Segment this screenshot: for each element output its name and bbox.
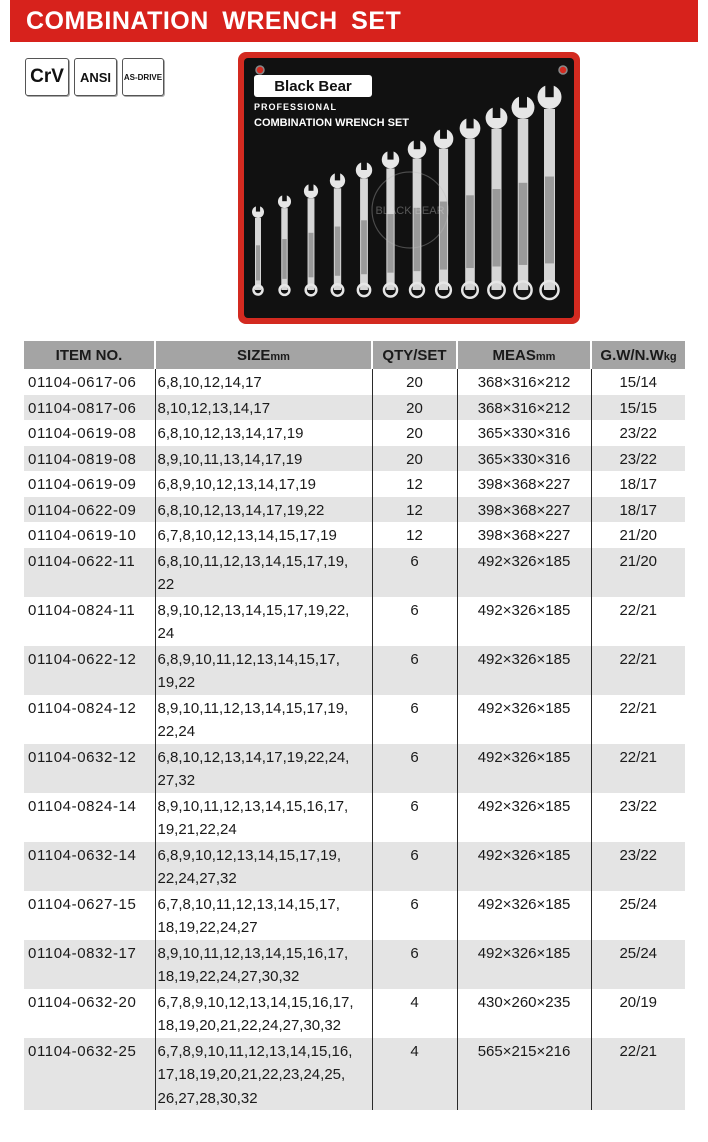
size-line: 8,10,12,13,14,17 [157, 399, 271, 417]
table-row [24, 695, 685, 744]
roll-title: COMBINATION WRENCH SET [254, 117, 410, 129]
meas-cell: 492×326×185 [457, 695, 591, 744]
item-number-cell: 01104-0617-06 [28, 374, 137, 391]
size-line: 6,7,8,10,11,12,13,14,15,17, [157, 895, 340, 913]
gw-cell: 23/22 [591, 793, 685, 842]
grommet-left [256, 66, 264, 74]
size-line: 22,24,27,32 [157, 870, 237, 887]
gw-cell: 15/14 [591, 369, 685, 395]
qty-cell: 20 [372, 369, 457, 395]
header-meas-label: MEAS [492, 346, 536, 364]
table-row [24, 891, 685, 940]
item-number-cell: 01104-0619-09 [28, 476, 137, 493]
item-number-cell: 01104-0824-11 [28, 601, 136, 619]
size-line: 22 [157, 576, 175, 593]
item-number-cell: 01104-0627-15 [28, 895, 137, 913]
gw-cell: 25/24 [591, 891, 685, 940]
item-number-cell: 01104-0632-12 [24, 744, 155, 793]
table-row [24, 522, 685, 548]
size-line: 6,8,10,12,13,14,17,19,22 [157, 501, 325, 519]
size-line: 6,7,8,9,10,12,13,14,15,16,17, [157, 993, 354, 1011]
header-size [155, 341, 372, 369]
gw-cell: 20/19 [591, 989, 685, 1038]
wrench-grip [545, 177, 554, 264]
gw-cell: 15/15 [591, 395, 685, 421]
wrench-jaw [335, 172, 340, 180]
size-cell [155, 597, 372, 646]
meas-cell: 368×316×212 [457, 369, 591, 395]
size-line: 6,8,9,10,12,13,14,17,19 [157, 476, 316, 493]
wrench-grip [256, 245, 260, 280]
item-number-cell: 01104-0619-08 [28, 425, 137, 442]
wrench-jaw [519, 95, 527, 108]
qty-cell: 20 [372, 420, 457, 446]
meas-cell: 368×316×212 [457, 395, 591, 421]
header-size-unit: mm [270, 350, 290, 363]
gw-cell: 23/22 [591, 446, 685, 472]
header-qty-label: QTY/SET [382, 346, 447, 364]
size-cell [155, 989, 372, 1038]
wrench-jaw [361, 161, 367, 170]
size-line: 22,24 [157, 723, 196, 740]
size-line: 6,8,9,10,11,12,13,14,15,17, [157, 650, 340, 668]
table-header-row [24, 341, 685, 369]
ansi-badge [74, 58, 117, 96]
table-row [24, 395, 685, 421]
size-line: 19,22 [157, 674, 196, 691]
size-line: 6,7,8,9,10,11,12,13,14,15,16, [157, 1042, 353, 1060]
wrench-jaw [309, 183, 314, 191]
size-line: 6,8,10,12,13,14,17,19 [157, 425, 304, 442]
table-row [24, 989, 685, 1038]
meas-cell: 492×326×185 [457, 548, 591, 597]
product-image [238, 52, 580, 324]
header-meas [457, 341, 591, 369]
size-cell [155, 940, 372, 989]
qty-cell: 6 [372, 891, 457, 940]
qty-cell: 6 [372, 940, 457, 989]
size-line: 18,19,22,24,27 [157, 919, 258, 936]
watermark-text: BLACK BEAR [375, 205, 445, 217]
size-line: 6,8,9,10,12,13,14,15,17,19, [157, 846, 341, 864]
size-line: 17,18,19,20,21,22,23,24,25, [157, 1066, 346, 1083]
wrench-grip [492, 189, 500, 266]
size-cell [155, 695, 372, 744]
gw-cell: 21/20 [591, 548, 685, 597]
size-cell [155, 744, 372, 793]
gw-cell: 18/17 [591, 471, 685, 497]
wrench-jaw [282, 194, 287, 201]
wrench-grip [361, 220, 367, 274]
meas-cell: 565×215×216 [457, 1038, 591, 1111]
gw-cell: 22/21 [591, 597, 685, 646]
table-row [24, 597, 685, 646]
table-row [24, 1038, 685, 1111]
meas-cell: 430×260×235 [457, 989, 591, 1038]
qty-cell: 6 [372, 695, 457, 744]
size-cell [155, 522, 372, 548]
qty-cell: 12 [372, 471, 457, 497]
size-cell [155, 1038, 372, 1111]
ansi-badge-label: ANSI [79, 69, 112, 85]
grommet-right [559, 66, 567, 74]
meas-cell: 492×326×185 [457, 940, 591, 989]
item-number-cell: 01104-0619-10 [28, 527, 137, 544]
gw-cell: 21/20 [591, 522, 685, 548]
wrench-jaw [387, 150, 393, 160]
qty-cell: 4 [372, 1038, 457, 1111]
wrench-jaw [256, 205, 260, 212]
item-number-cell: 01104-0817-06 [24, 395, 155, 421]
item-number-cell: 01104-0632-14 [24, 842, 155, 891]
table-row [24, 548, 685, 597]
qty-cell: 20 [372, 446, 457, 472]
item-number-cell: 01104-0824-14 [28, 797, 137, 815]
meas-cell: 492×326×185 [457, 597, 591, 646]
header-meas-unit: mm [535, 350, 556, 363]
roll-subtitle: PROFESSIONAL [254, 102, 338, 112]
size-line: 24 [157, 625, 175, 642]
header-gw-unit: kg [663, 350, 677, 363]
wrench-grip [519, 183, 528, 265]
meas-cell: 398×368×227 [457, 471, 591, 497]
size-line: 26,27,28,30,32 [157, 1089, 258, 1107]
size-cell [155, 395, 372, 421]
qty-cell: 20 [372, 395, 457, 421]
item-number-cell: 01104-0622-12 [24, 646, 155, 695]
meas-cell: 365×330×316 [457, 446, 591, 472]
wrench-jaw [493, 106, 501, 118]
header-size-label: SIZE [237, 346, 271, 364]
size-line: 6,7,8,10,12,13,14,15,17,19 [157, 527, 337, 544]
item-number-cell: 01104-0832-17 [24, 940, 155, 989]
title-banner [10, 0, 698, 42]
table-row [24, 471, 685, 497]
size-line: 6,8,10,12,13,14,17,19,22,24, [157, 748, 350, 766]
wrench-grip [414, 208, 421, 271]
wrench-jaw [545, 84, 553, 97]
item-number-cell: 01104-0622-11 [24, 548, 155, 597]
qty-cell: 6 [372, 646, 457, 695]
item-number-cell: 01104-0632-20 [28, 993, 137, 1011]
qty-cell: 6 [372, 793, 457, 842]
gw-cell: 23/22 [591, 420, 685, 446]
meas-cell: 492×326×185 [457, 842, 591, 891]
header-item [24, 341, 155, 369]
table-row [24, 744, 685, 793]
size-cell [155, 793, 372, 842]
item-number-cell: 01104-0632-25 [24, 1038, 155, 1111]
size-cell [155, 446, 372, 472]
qty-cell: 6 [372, 842, 457, 891]
wrench-jaw [466, 117, 473, 128]
table-row [24, 793, 685, 842]
as-drive-badge-label: AS-DRIVE [123, 72, 163, 82]
size-cell [155, 842, 372, 891]
size-line: 27,32 [157, 772, 196, 789]
wrench-grip [309, 233, 314, 278]
table-row [24, 420, 685, 446]
spec-table [24, 341, 685, 1110]
meas-cell: 492×326×185 [457, 891, 591, 940]
gw-cell: 18/17 [591, 497, 685, 523]
header-gw-label: G.W/N.W [600, 346, 664, 364]
crv-badge-label: CrV [30, 66, 64, 87]
table-row [24, 842, 685, 891]
size-line: 6,8,10,11,12,13,14,15,17,19, [157, 552, 349, 570]
qty-cell: 6 [372, 548, 457, 597]
crv-badge [25, 58, 69, 96]
size-line: 18,19,20,21,22,24,27,30,32 [157, 1017, 342, 1034]
meas-cell: 398×368×227 [457, 497, 591, 523]
meas-cell: 365×330×316 [457, 420, 591, 446]
gw-cell: 22/21 [591, 1038, 685, 1111]
size-line: 8,9,10,11,13,14,17,19 [157, 450, 303, 468]
header-item-label: ITEM NO. [55, 346, 123, 364]
size-cell [155, 497, 372, 523]
size-line: 19,21,22,24 [157, 821, 237, 838]
size-line: 18,19,22,24,27,30,32 [157, 968, 300, 985]
meas-cell: 492×326×185 [457, 744, 591, 793]
size-line: 6,8,10,12,14,17 [157, 374, 262, 391]
qty-cell: 12 [372, 497, 457, 523]
qty-cell: 6 [372, 597, 457, 646]
wrench-grip [335, 227, 340, 276]
gw-cell: 23/22 [591, 842, 685, 891]
item-number-cell: 01104-0622-09 [24, 497, 155, 523]
size-line: 8,9,10,12,13,14,15,17,19,22, [157, 601, 350, 619]
size-line: 8,9,10,11,12,13,14,15,16,17, [157, 797, 349, 815]
qty-cell: 12 [372, 522, 457, 548]
wrench-grip [282, 239, 286, 279]
brand-logo: Black Bear [274, 78, 352, 95]
size-cell [155, 471, 372, 497]
meas-cell: 398×368×227 [457, 522, 591, 548]
size-line: 8,9,10,11,12,13,14,15,16,17, [157, 944, 349, 962]
qty-cell: 6 [372, 744, 457, 793]
gw-cell: 22/21 [591, 744, 685, 793]
item-number-cell: 01104-0819-08 [24, 446, 155, 472]
size-line: 8,9,10,11,12,13,14,15,17,19, [157, 699, 349, 717]
item-number-cell: 01104-0824-12 [28, 699, 137, 717]
meas-cell: 492×326×185 [457, 793, 591, 842]
size-cell [155, 420, 372, 446]
table-row [24, 369, 685, 395]
size-cell [155, 891, 372, 940]
size-cell [155, 369, 372, 395]
as-drive-badge [122, 58, 164, 96]
gw-cell: 22/21 [591, 646, 685, 695]
size-cell [155, 548, 372, 597]
meas-cell: 492×326×185 [457, 646, 591, 695]
size-cell [155, 646, 372, 695]
gw-cell: 22/21 [591, 695, 685, 744]
table-row [24, 940, 685, 989]
header-gw [591, 341, 685, 369]
header-qty [372, 341, 457, 369]
wrench-grip [466, 195, 474, 268]
table-row [24, 646, 685, 695]
table-row [24, 446, 685, 472]
table-row [24, 497, 685, 523]
gw-cell: 25/24 [591, 940, 685, 989]
wrench-jaw [440, 128, 447, 139]
qty-cell: 4 [372, 989, 457, 1038]
wrench-jaw [414, 139, 420, 149]
page-title: COMBINATION WRENCH SET [26, 7, 402, 35]
